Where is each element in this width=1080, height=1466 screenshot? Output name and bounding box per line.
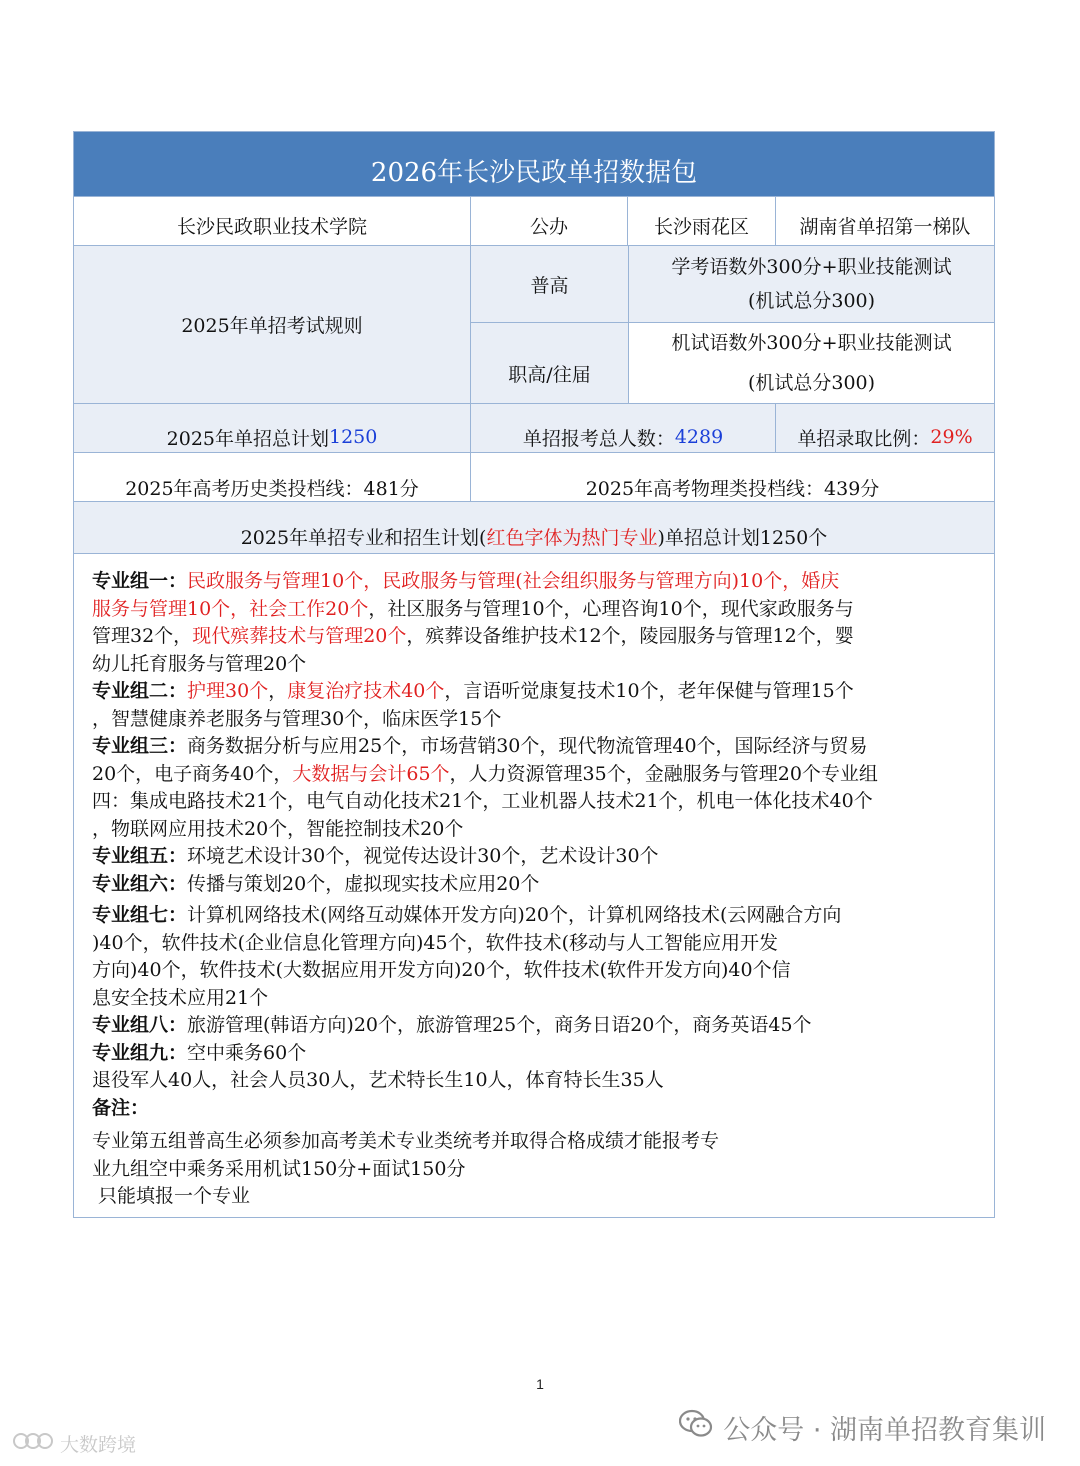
group-3-rest1: 商务数据分析与应用25个，市场营销30个，现代物流管理40个，国际经济与贸易 [187, 735, 868, 757]
group-3-hot: 大数据与会计65个 [292, 762, 450, 785]
group-7-line1 [92, 902, 984, 930]
rules-zhigao [471, 322, 994, 403]
watermark-right [679, 1408, 1046, 1447]
group-1-hot2: 服务与管理10个，社会工作20个 [92, 597, 369, 620]
physics-line: 2025年高考物理类投档线：439分 [470, 453, 994, 501]
data-sheet [73, 131, 995, 1218]
ratio-value: 29% [930, 426, 973, 448]
group-8-rest: 旅游管理(韩语方向)20个，旅游管理25个，商务日语20个，商务英语45个 [187, 1014, 812, 1036]
special-quota: 退役军人40人，社会人员30人，艺术特长生10人，体育特长生35人 [92, 1069, 664, 1091]
group-2-sep: ， [268, 680, 288, 702]
notes-label: 备注： [92, 1096, 150, 1119]
group-9-line [92, 1040, 984, 1068]
ratio-label: 单招录取比例： [797, 427, 931, 450]
group-5-rest: 环境艺术设计30个，视觉传达设计30个，艺术设计30个 [187, 845, 659, 867]
school-tier: 湖南省单招第一梯队 [775, 197, 994, 245]
pugao-exam-line2: (机试总分300) [747, 290, 876, 312]
group-7-line4: 息安全技术应用21个 [92, 986, 269, 1009]
group-1-label: 专业组一： [92, 570, 188, 592]
plan-header-suffix: )单招总计划1250个 [657, 527, 828, 549]
rules-detail [470, 246, 994, 403]
rules-pugao [471, 246, 994, 322]
group-3-line3: 四：集成电路技术21个，电气自动化技术21个，工业机器人技术21个，机电一体化技术40个 [92, 790, 873, 812]
watermark-text: 公众号 · 湖南单招教育集训 [723, 1415, 1046, 1446]
school-district: 长沙雨花区 [627, 197, 775, 245]
group-6-rest: 传播与策划20个，虚拟现实技术应用20个 [187, 872, 540, 895]
group-7-line2: )40个，软件技术(企业信息化管理方向)45个，软件技术(移动与人工智能应用开发 [92, 931, 779, 954]
rules-row [74, 245, 994, 403]
school-name: 长沙民政职业技术学院 [176, 215, 367, 238]
watermark-left-text: 大数跨境 [60, 1434, 137, 1456]
group-1-rest1: ，社区服务与管理10个，心理咨询10个，现代家政服务与 [368, 597, 854, 620]
school-row [74, 196, 994, 245]
note-3: 只能填报一个专业 [92, 1185, 251, 1207]
applicants-value: 4289 [674, 426, 724, 448]
group-7-rest1: 计算机网络技术(网络互动媒体开发方向)20个，计算机网络技术(云网融合方向 [187, 904, 842, 926]
history-line: 2025年高考历史类投档线：481分 [125, 477, 419, 500]
zhigao-exam [628, 323, 994, 403]
watermark-left [12, 1430, 136, 1457]
group-6-line [92, 871, 984, 899]
note-2: 业九组空中乘务采用机试150分+面试150分 [92, 1157, 466, 1180]
group-2-line1 [92, 678, 984, 706]
group-8-line [92, 1012, 984, 1040]
rules-label: 2025年单招考试规则 [74, 246, 470, 403]
group-5-label: 专业组五： [92, 845, 188, 867]
major-groups [74, 553, 994, 1217]
pugao-exam [628, 246, 994, 322]
sheet-title: 2026年长沙民政单招数据包 [74, 132, 994, 196]
applicants-label: 单招报考总人数： [522, 427, 675, 450]
plan-header [74, 502, 994, 553]
group-3-line2 [92, 761, 984, 789]
group-2-hot2: 康复治疗技术40个 [287, 680, 445, 702]
zhigao-label: 职高/往届 [471, 323, 628, 403]
plan-header-row [74, 501, 994, 553]
group-6-label: 专业组六： [92, 872, 188, 895]
group-9-rest: 空中乘务60个 [187, 1041, 307, 1064]
group-5-line [92, 843, 984, 871]
group-7-label: 专业组七： [92, 904, 188, 926]
group-3-rest2b: ，人力资源管理35个，金融服务与管理20个专业组 [449, 762, 878, 785]
zhigao-exam-line2: (机试总分300) [747, 372, 876, 394]
group-1-line4: 幼儿托育服务与管理20个 [92, 652, 307, 675]
group-2-hot1: 护理30个 [187, 680, 269, 702]
group-2-rest1: ，言语听觉康复技术10个，老年保健与管理15个 [444, 680, 854, 702]
group-1-line1 [92, 568, 984, 596]
group-3-line1 [92, 733, 984, 761]
group-2-line2: ，智慧健康养老服务与管理30个，临床医学15个 [92, 707, 502, 730]
group-1-rest2: 管理32个， [92, 625, 193, 647]
plan-total [74, 404, 470, 452]
group-1-hot1: 民政服务与管理10个，民政服务与管理(社会组织服务与管理方向)10个，婚庆 [187, 570, 840, 592]
pugao-label: 普高 [471, 246, 628, 322]
note-1: 专业第五组普高生必须参加高考美术专业类统考并取得合格成绩才能报考专 [92, 1130, 720, 1152]
group-3-line4: ，物联网应用技术20个，智能控制技术20个 [92, 817, 464, 840]
plan-header-prefix: 2025年单招专业和招生计划( [240, 527, 487, 549]
group-3-label: 专业组三： [92, 735, 188, 757]
group-1-line3 [92, 623, 984, 651]
plan-total-value: 1250 [329, 426, 378, 448]
group-3-rest2a: 20个，电子商务40个， [92, 762, 293, 785]
admission-ratio [775, 404, 994, 452]
applicants [470, 404, 775, 452]
score-lines-row [74, 452, 994, 501]
pugao-exam-line1: 学考语数外300分+职业技能测试 [671, 256, 952, 278]
stats-row [74, 403, 994, 452]
group-2-label: 专业组二： [92, 680, 188, 702]
plan-header-hot: 红色字体为热门专业 [486, 527, 658, 549]
page-number: 1 [536, 1376, 544, 1392]
group-7-line3: 方向)40个，软件技术(大数据应用开发方向)20个，软件技术(软件开发方向)40个信 [92, 959, 791, 981]
school-type: 公办 [470, 197, 627, 245]
group-1-rest3: ，殡葬设备维护技术12个，陵园服务与管理12个，婴 [406, 625, 854, 647]
plan-total-label: 2025年单招总计划 [166, 427, 329, 450]
brand-logo-icon [12, 1430, 54, 1457]
zhigao-exam-line1: 机试语数外300分+职业技能测试 [671, 332, 952, 354]
group-8-label: 专业组八： [92, 1014, 188, 1036]
group-1-hot3: 现代殡葬技术与管理20个 [192, 625, 407, 647]
wechat-icon [679, 1409, 713, 1446]
group-1-line2 [92, 596, 984, 624]
group-9-label: 专业组九： [92, 1041, 188, 1064]
